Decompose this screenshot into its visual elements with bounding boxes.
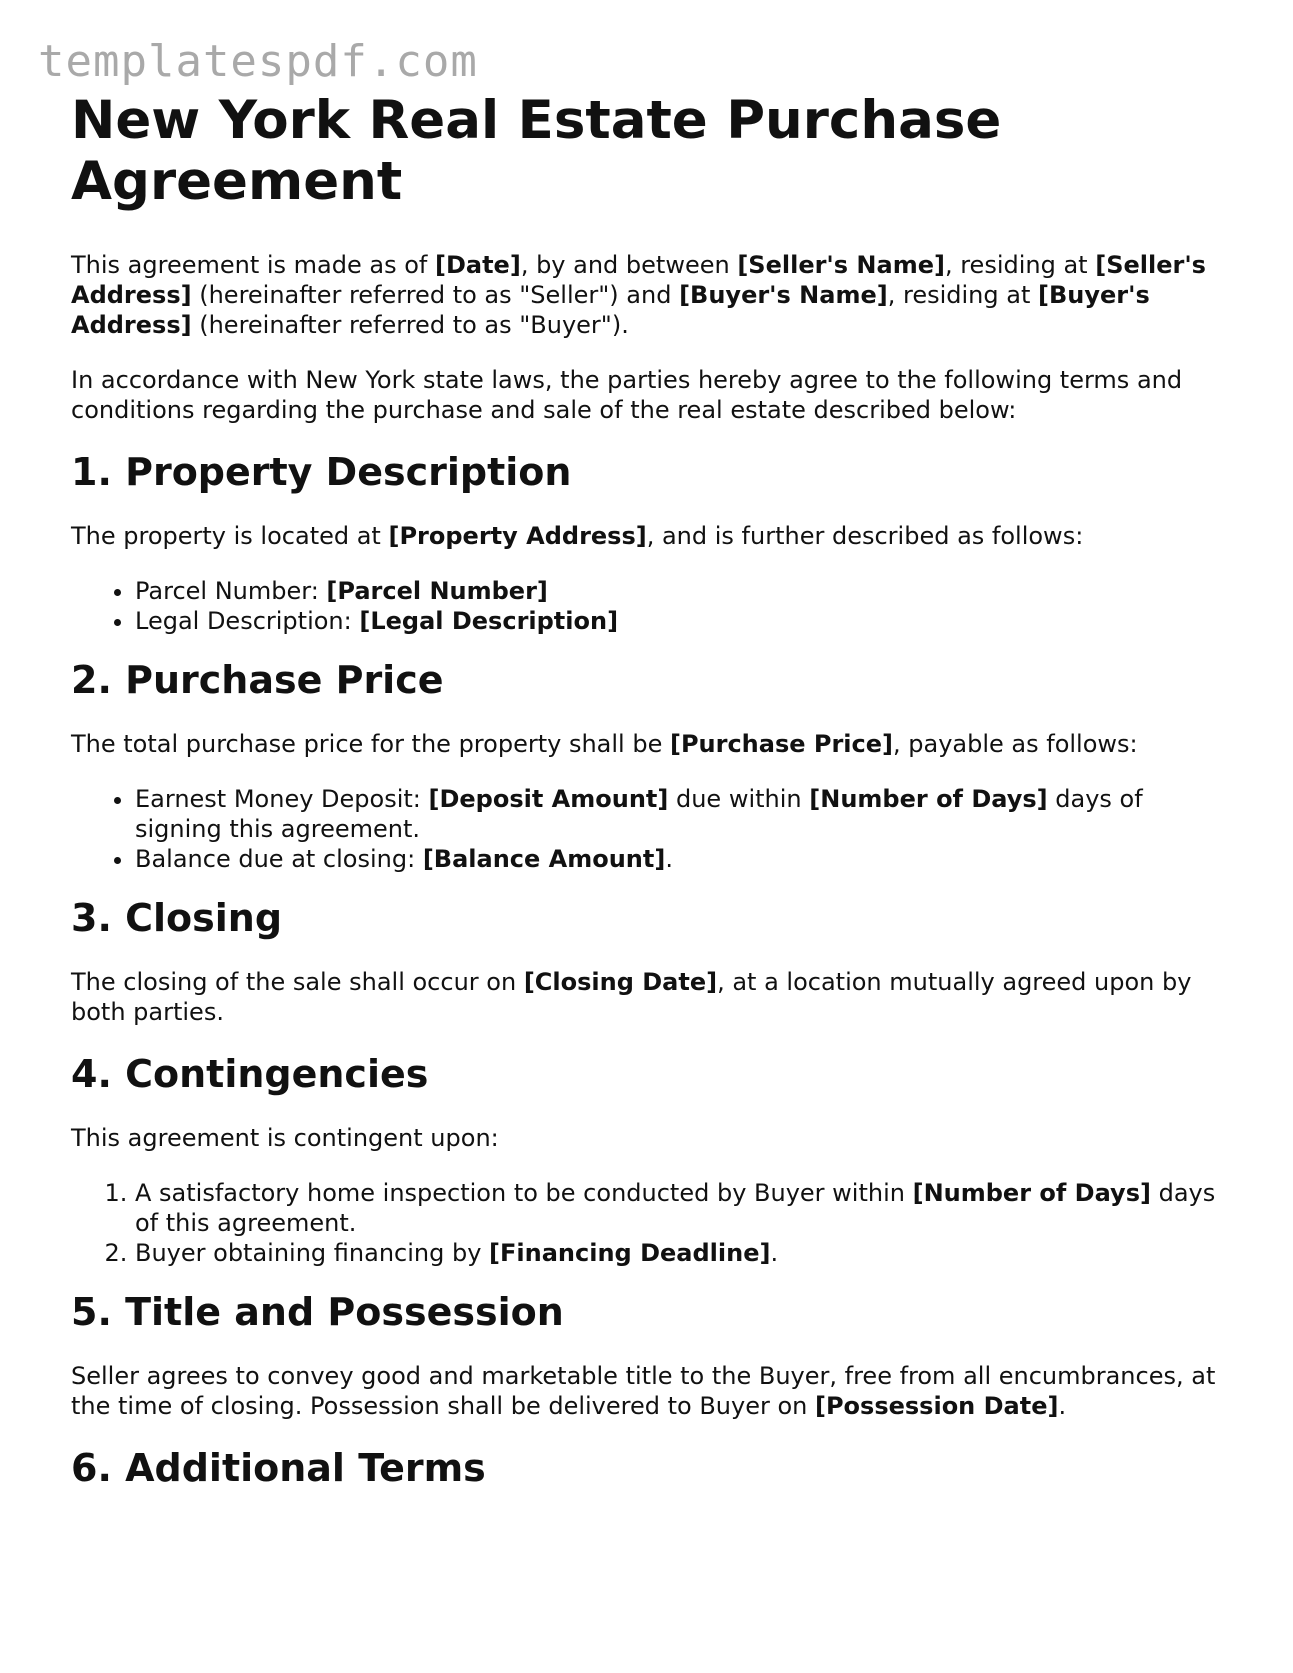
financing-deadline-placeholder: [Financing Deadline]	[489, 1239, 771, 1267]
buyer-name-placeholder: [Buyer's Name]	[679, 281, 888, 309]
list-item-text: Balance due at closing:	[135, 845, 423, 873]
list-item-text: days of signing this agreement.	[135, 785, 1143, 843]
list-item	[135, 1178, 1221, 1238]
intro-text: , by and between	[520, 251, 738, 279]
watermark: templatespdf.com	[38, 36, 478, 87]
document-page	[71, 90, 1221, 1517]
title-possession-text: Seller agrees to convey good and marketable title to the Buyer, free from all encumbrances, at the time of closing. Possession shall be delivered to Buyer on	[71, 1362, 1216, 1420]
list-item	[135, 784, 1221, 844]
number-of-days-placeholder: [Number of Days]	[912, 1179, 1151, 1207]
list-item	[135, 844, 1221, 874]
property-paragraph	[71, 521, 1221, 551]
title-possession-paragraph	[71, 1361, 1221, 1421]
closing-date-placeholder: [Closing Date]	[523, 968, 718, 996]
list-item-text: Buyer obtaining financing by	[135, 1239, 490, 1267]
price-text: , payable as follows:	[893, 730, 1138, 758]
list-item-text: Earnest Money Deposit:	[135, 785, 429, 813]
seller-address-placeholder: [Seller's Address]	[71, 251, 1206, 309]
balance-amount-placeholder: [Balance Amount]	[422, 845, 666, 873]
intro-paragraph	[71, 250, 1221, 340]
property-text: , and is further described as follows:	[646, 522, 1084, 550]
parcel-number-placeholder: [Parcel Number]	[326, 577, 548, 605]
closing-text: The closing of the sale shall occur on	[71, 968, 524, 996]
list-item-text: .	[665, 845, 673, 873]
section-heading-closing: 3. Closing	[71, 896, 283, 940]
intro-text: , residing at	[944, 251, 1096, 279]
list-item-text: days of this agreement.	[135, 1179, 1216, 1237]
list-item-text: A satisfactory home inspection to be conducted by Buyer within	[135, 1179, 913, 1207]
list-item-label: Legal Description:	[135, 607, 360, 635]
intro-text: , residing at	[887, 281, 1038, 309]
payment-terms-list	[71, 784, 1221, 874]
legal-description-placeholder: [Legal Description]	[359, 607, 619, 635]
section-heading-property-description: 1. Property Description	[71, 450, 572, 494]
intro-text: (hereinafter referred to as "Buyer").	[191, 311, 629, 339]
list-item-text: .	[770, 1239, 779, 1267]
contingencies-paragraph: This agreement is contingent upon:	[71, 1124, 499, 1152]
section-heading-contingencies: 4. Contingencies	[71, 1052, 429, 1096]
deposit-amount-placeholder: [Deposit Amount]	[428, 785, 669, 813]
seller-name-placeholder: [Seller's Name]	[737, 251, 945, 279]
date-placeholder: [Date]	[435, 251, 521, 279]
property-address-placeholder: [Property Address]	[388, 522, 647, 550]
accordance-paragraph: In accordance with New York state laws, the parties hereby agree to the following terms and conditions regarding the purchase and sale of the real estate described below:	[71, 366, 1183, 424]
number-of-days-placeholder: [Number of Days]	[809, 785, 1048, 813]
property-details-list	[71, 576, 1221, 636]
closing-paragraph	[71, 967, 1221, 1027]
possession-date-placeholder: [Possession Date]	[815, 1392, 1059, 1420]
purchase-price-placeholder: [Purchase Price]	[669, 730, 893, 758]
list-item	[135, 576, 1221, 606]
document-title: New York Real Estate Purchase Agreement	[71, 90, 1002, 212]
section-heading-additional-terms: 6. Additional Terms	[71, 1446, 486, 1490]
intro-text: This agreement is made as of	[71, 251, 435, 279]
intro-text: (hereinafter referred to as "Seller") and	[191, 281, 680, 309]
list-item	[135, 1238, 1221, 1268]
section-heading-title-and-possession: 5. Title and Possession	[71, 1290, 564, 1334]
purchase-price-paragraph	[71, 729, 1221, 759]
buyer-address-placeholder: [Buyer's Address]	[71, 281, 1150, 339]
price-text: The total purchase price for the property shall be	[71, 730, 670, 758]
contingencies-list	[71, 1178, 1221, 1268]
list-item	[135, 606, 1221, 636]
property-text: The property is located at	[71, 522, 389, 550]
list-item-text: due within	[668, 785, 810, 813]
title-possession-text: .	[1058, 1392, 1067, 1420]
closing-text: , at a location mutually agreed upon by both parties.	[71, 968, 1192, 1026]
section-heading-purchase-price: 2. Purchase Price	[71, 658, 444, 702]
list-item-label: Parcel Number:	[135, 577, 327, 605]
